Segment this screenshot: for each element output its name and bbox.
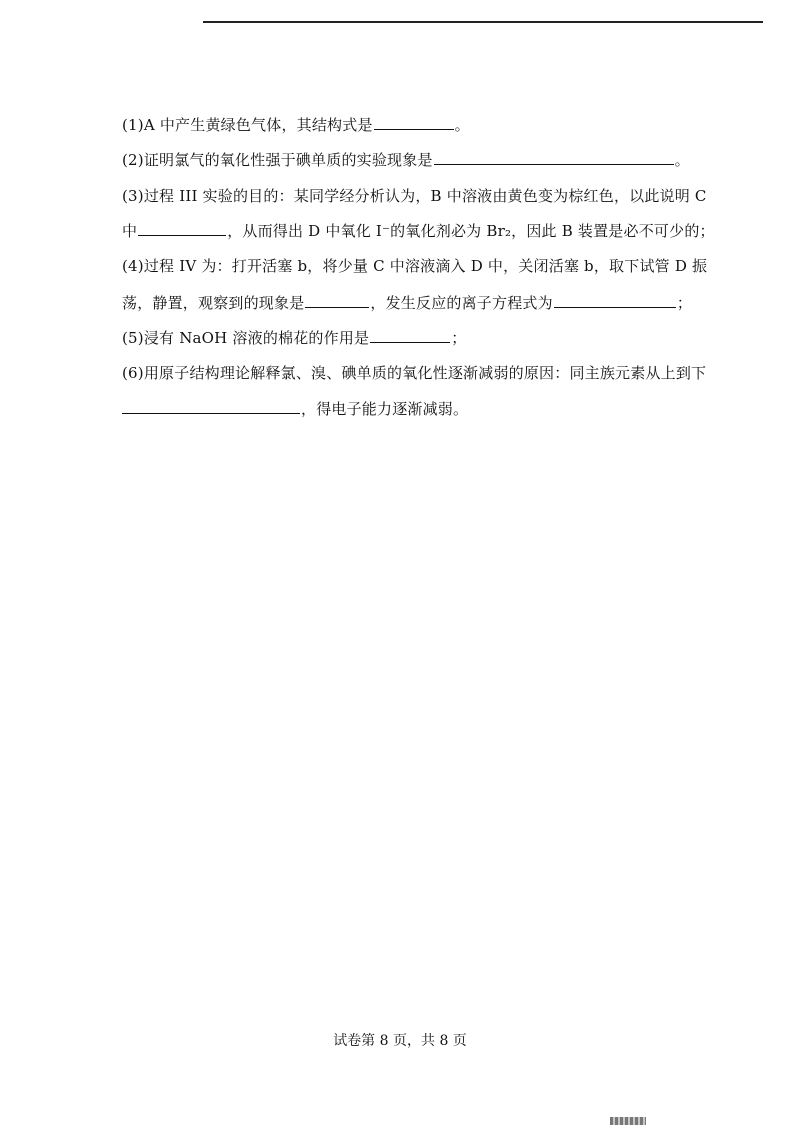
question-4-line-1: (4)过程 IV 为：打开活塞 b，将少量 C 中溶液滴入 D 中，关闭活塞 b，取下试管 D 振 — [122, 257, 708, 275]
top-divider-line — [203, 21, 763, 23]
question-2-text: (2)证明氯气的氧化性强于碘单质的实验现象是 — [122, 151, 433, 169]
question-4-line-2 — [122, 292, 692, 314]
question-1-end: 。 — [454, 116, 470, 134]
question-3-line-1: (3)过程 III 实验的目的：某同学经分析认为，B 中溶液由黄色变为棕红色，以此说明 C — [122, 187, 707, 205]
answer-blank-1[interactable] — [374, 115, 454, 130]
question-2 — [122, 149, 690, 171]
answer-blank-4a[interactable] — [305, 293, 369, 308]
question-2-end: 。 — [674, 151, 690, 169]
question-5-end: ； — [451, 329, 467, 347]
answer-blank-5[interactable] — [370, 328, 450, 343]
question-3-line-2 — [122, 220, 715, 242]
question-4-line-2-start: 荡，静置，观察到的现象是 — [122, 294, 305, 312]
answer-blank-4b[interactable] — [554, 293, 676, 308]
question-4-line-2-end: ； — [676, 294, 693, 312]
question-1 — [122, 114, 470, 136]
question-5-text: (5)浸有 NaOH 溶液的棉花的作用是 — [122, 329, 370, 347]
question-1-text: (1)A 中产生黄绿色气体，其结构式是 — [122, 116, 373, 134]
question-6-line-2-end: ，得电子能力逐渐减弱。 — [301, 400, 469, 418]
question-3-line-2-start: 中 — [122, 222, 138, 240]
page-footer: 试卷第 8 页，共 8 页 — [333, 1033, 467, 1049]
question-5 — [122, 327, 466, 349]
question-3-line-2-end: ，从而得出 D 中氧化 I⁻的氧化剂必为 Br₂，因此 B 装置是必不可少的； — [227, 222, 715, 240]
question-4-line-2-mid: ，发生反应的离子方程式为 — [370, 294, 553, 312]
question-6-line-1: (6)用原子结构理论解释氯、溴、碘单质的氧化性逐渐减弱的原因：同主族元素从上到下 — [122, 364, 707, 382]
answer-blank-2[interactable] — [434, 150, 674, 165]
question-6-line-2 — [122, 398, 468, 420]
scan-corner-mark — [610, 1117, 646, 1125]
answer-blank-3[interactable] — [138, 221, 226, 236]
answer-blank-6[interactable] — [122, 399, 300, 414]
